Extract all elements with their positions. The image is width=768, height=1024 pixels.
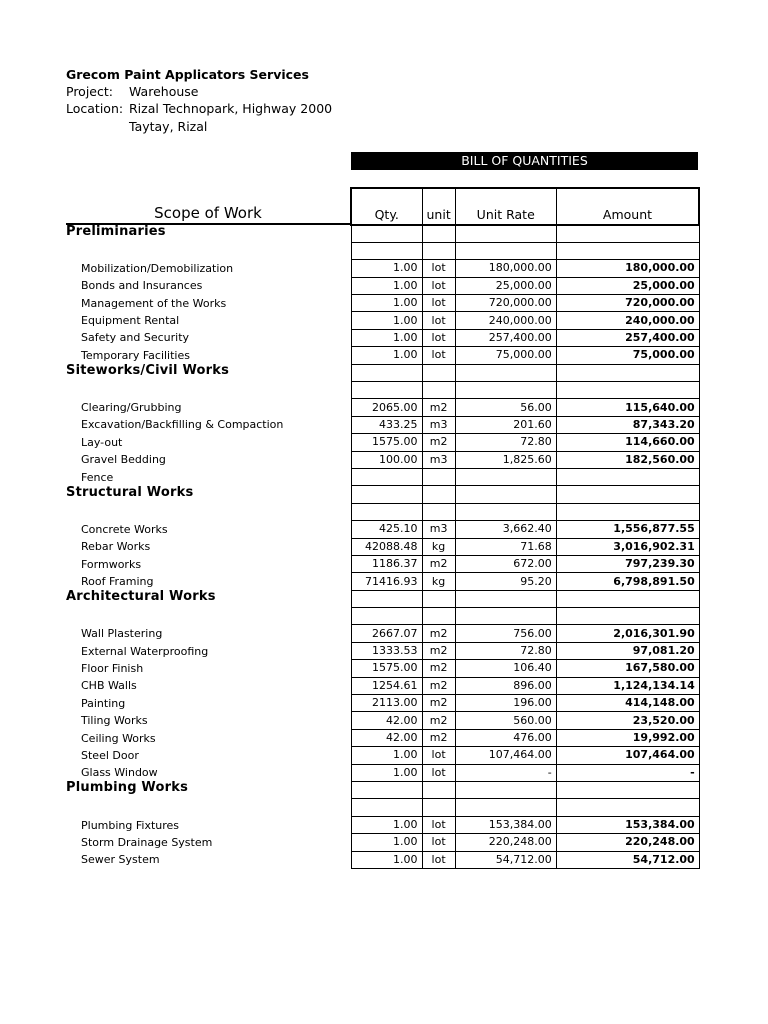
empty-cell xyxy=(351,799,422,816)
location-line1: Rizal Technopark, Highway 2000 xyxy=(129,101,333,116)
qty-cell: 2667.07 xyxy=(351,625,422,642)
qty-cell: 1575.00 xyxy=(351,434,422,451)
unit-cell: lot xyxy=(422,277,455,294)
col-qty-header: Qty. xyxy=(351,188,422,225)
item-name: Lay-out xyxy=(81,435,123,449)
rate-cell: 756.00 xyxy=(455,625,556,642)
empty-cell xyxy=(351,503,422,520)
boq-row xyxy=(351,295,699,312)
unit-cell: lot xyxy=(422,260,455,277)
amount-cell: 107,464.00 xyxy=(556,747,699,764)
item-name: Storm Drainage System xyxy=(81,836,213,849)
column-header-row xyxy=(351,188,699,225)
empty-cell xyxy=(351,782,422,799)
qty-cell: 42.00 xyxy=(351,712,422,729)
empty-cell xyxy=(455,590,556,607)
item-name: Painting xyxy=(81,696,126,710)
boq-row xyxy=(351,555,699,572)
empty-cell xyxy=(556,225,699,242)
company-name: Grecom Paint Applicators Services xyxy=(66,67,309,82)
amount-cell: 797,239.30 xyxy=(556,555,699,572)
item-name: Management of the Works xyxy=(81,296,227,310)
item-name: Clearing/Grubbing xyxy=(81,401,182,414)
rate-cell: 72.80 xyxy=(455,434,556,451)
col-rate-header: Unit Rate xyxy=(455,188,556,225)
boq-row xyxy=(351,347,699,364)
unit-cell: lot xyxy=(422,295,455,312)
spacer-row xyxy=(351,382,699,399)
rate-cell: 95.20 xyxy=(455,573,556,590)
unit-cell: m2 xyxy=(422,729,455,746)
qty-cell: 42.00 xyxy=(351,729,422,746)
scope-of-work-heading: Scope of Work xyxy=(154,204,262,222)
qty-cell: 425.10 xyxy=(351,521,422,538)
empty-cell xyxy=(455,242,556,259)
section-title: Siteworks/Civil Works xyxy=(66,362,230,378)
amount-cell: 182,560.00 xyxy=(556,451,699,468)
qty-cell: 1.00 xyxy=(351,295,422,312)
unit-cell: m3 xyxy=(422,521,455,538)
unit-cell: m2 xyxy=(422,625,455,642)
empty-cell xyxy=(455,382,556,399)
amount-cell: 720,000.00 xyxy=(556,295,699,312)
empty-cell xyxy=(422,225,455,242)
amount-cell: 75,000.00 xyxy=(556,347,699,364)
boq-title: BILL OF QUANTITIES xyxy=(351,152,698,170)
empty-cell xyxy=(422,382,455,399)
empty-cell xyxy=(455,486,556,503)
boq-row xyxy=(351,260,699,277)
empty-cell xyxy=(422,486,455,503)
empty-cell xyxy=(422,799,455,816)
empty-cell xyxy=(556,486,699,503)
qty-cell: 1.00 xyxy=(351,747,422,764)
unit-cell: lot xyxy=(422,329,455,346)
unit-cell xyxy=(422,468,455,485)
empty-cell xyxy=(455,503,556,520)
boq-row xyxy=(351,329,699,346)
rate-cell: 240,000.00 xyxy=(455,312,556,329)
amount-cell: 2,016,301.90 xyxy=(556,625,699,642)
rate-cell: 672.00 xyxy=(455,555,556,572)
item-name: Floor Finish xyxy=(81,662,144,675)
boq-row xyxy=(351,834,699,851)
rate-cell: 196.00 xyxy=(455,695,556,712)
rate-cell: 71.68 xyxy=(455,538,556,555)
empty-cell xyxy=(556,799,699,816)
qty-cell: 2065.00 xyxy=(351,399,422,416)
rate-cell: 72.80 xyxy=(455,642,556,659)
item-name: External Waterproofing xyxy=(81,644,209,658)
boq-row xyxy=(351,851,699,868)
empty-cell xyxy=(455,782,556,799)
qty-cell: 1254.61 xyxy=(351,677,422,694)
col-unit-header: unit xyxy=(422,188,455,225)
amount-cell: 6,798,891.50 xyxy=(556,573,699,590)
spacer-row xyxy=(351,590,699,607)
rate-cell: 720,000.00 xyxy=(455,295,556,312)
spacer-row xyxy=(351,225,699,242)
item-name: Steel Door xyxy=(81,749,139,762)
qty-cell: 42088.48 xyxy=(351,538,422,555)
unit-cell: kg xyxy=(422,573,455,590)
boq-row xyxy=(351,434,699,451)
empty-cell xyxy=(556,242,699,259)
location-label: Location: xyxy=(66,101,124,116)
section-title: Structural Works xyxy=(66,484,194,500)
empty-cell xyxy=(422,590,455,607)
item-name: Tiling Works xyxy=(81,714,148,728)
amount-cell: 180,000.00 xyxy=(556,260,699,277)
item-name: Sewer System xyxy=(81,853,160,867)
qty-cell: 1.00 xyxy=(351,834,422,851)
empty-cell xyxy=(556,503,699,520)
item-name: Safety and Security xyxy=(81,331,190,345)
boq-row xyxy=(351,538,699,555)
amount-cell: 25,000.00 xyxy=(556,277,699,294)
empty-cell xyxy=(422,608,455,625)
unit-cell: lot xyxy=(422,764,455,781)
boq-row xyxy=(351,677,699,694)
amount-cell: 240,000.00 xyxy=(556,312,699,329)
boq-row xyxy=(351,521,699,538)
empty-cell xyxy=(422,364,455,381)
unit-cell: lot xyxy=(422,312,455,329)
boq-row xyxy=(351,625,699,642)
empty-cell xyxy=(556,608,699,625)
boq-row xyxy=(351,816,699,833)
qty-cell: 1.00 xyxy=(351,329,422,346)
empty-cell xyxy=(351,486,422,503)
amount-cell: 167,580.00 xyxy=(556,660,699,677)
item-name: Rebar Works xyxy=(81,540,151,554)
amount-cell: 3,016,902.31 xyxy=(556,538,699,555)
rate-cell: 180,000.00 xyxy=(455,260,556,277)
empty-cell xyxy=(455,608,556,625)
item-name: Temporary Facilities xyxy=(81,348,190,362)
unit-cell: m3 xyxy=(422,416,455,433)
qty-cell: 1.00 xyxy=(351,347,422,364)
item-name: Gravel Bedding xyxy=(81,453,166,467)
boq-row xyxy=(351,277,699,294)
boq-row xyxy=(351,660,699,677)
rate-cell: 75,000.00 xyxy=(455,347,556,364)
qty-cell xyxy=(351,468,422,485)
rate-cell: 560.00 xyxy=(455,712,556,729)
boq-row xyxy=(351,451,699,468)
empty-cell xyxy=(422,503,455,520)
item-name: CHB Walls xyxy=(81,679,137,693)
rate-cell: 107,464.00 xyxy=(455,747,556,764)
item-name: Ceiling Works xyxy=(81,731,156,745)
rate-cell: 201.60 xyxy=(455,416,556,433)
unit-cell: m2 xyxy=(422,695,455,712)
qty-cell: 71416.93 xyxy=(351,573,422,590)
amount-cell xyxy=(556,468,699,485)
amount-cell: 1,124,134.14 xyxy=(556,677,699,694)
empty-cell xyxy=(351,590,422,607)
boq-row xyxy=(351,312,699,329)
col-amount-header: Amount xyxy=(556,188,699,225)
rate-cell: 220,248.00 xyxy=(455,834,556,851)
rate-cell xyxy=(455,468,556,485)
item-name: Equipment Rental xyxy=(81,314,180,327)
section-title: Plumbing Works xyxy=(66,780,189,796)
boq-row xyxy=(351,399,699,416)
spacer-row xyxy=(351,608,699,625)
amount-cell: 414,148.00 xyxy=(556,695,699,712)
project-label: Project: xyxy=(66,84,113,99)
qty-cell: 1.00 xyxy=(351,312,422,329)
qty-cell: 100.00 xyxy=(351,451,422,468)
empty-cell xyxy=(351,242,422,259)
qty-cell: 1.00 xyxy=(351,816,422,833)
rate-cell: 106.40 xyxy=(455,660,556,677)
unit-cell: m2 xyxy=(422,660,455,677)
amount-cell: 153,384.00 xyxy=(556,816,699,833)
spacer-row xyxy=(351,782,699,799)
section-title: Preliminaries xyxy=(66,223,166,239)
rate-cell: 153,384.00 xyxy=(455,816,556,833)
empty-cell xyxy=(455,799,556,816)
unit-cell: lot xyxy=(422,347,455,364)
empty-cell xyxy=(455,364,556,381)
rate-cell: - xyxy=(455,764,556,781)
qty-cell: 1.00 xyxy=(351,277,422,294)
amount-cell: 87,343.20 xyxy=(556,416,699,433)
unit-cell: kg xyxy=(422,538,455,555)
boq-row xyxy=(351,468,699,485)
unit-cell: lot xyxy=(422,834,455,851)
item-name: Roof Framing xyxy=(81,575,154,588)
spacer-row xyxy=(351,364,699,381)
item-name: Formworks xyxy=(81,557,142,571)
qty-cell: 433.25 xyxy=(351,416,422,433)
empty-cell xyxy=(422,782,455,799)
spacer-row xyxy=(351,503,699,520)
unit-cell: m2 xyxy=(422,555,455,572)
boq-row xyxy=(351,729,699,746)
amount-cell: 97,081.20 xyxy=(556,642,699,659)
rate-cell: 476.00 xyxy=(455,729,556,746)
rate-cell: 896.00 xyxy=(455,677,556,694)
unit-cell: m2 xyxy=(422,399,455,416)
location-line2: Taytay, Rizal xyxy=(129,119,208,134)
item-name: Wall Plastering xyxy=(81,627,163,641)
boq-row xyxy=(351,573,699,590)
unit-cell: lot xyxy=(422,816,455,833)
unit-cell: m2 xyxy=(422,642,455,659)
qty-cell: 2113.00 xyxy=(351,695,422,712)
rate-cell: 25,000.00 xyxy=(455,277,556,294)
rate-cell: 257,400.00 xyxy=(455,329,556,346)
unit-cell: m2 xyxy=(422,677,455,694)
rate-cell: 3,662.40 xyxy=(455,521,556,538)
empty-cell xyxy=(351,382,422,399)
unit-cell: lot xyxy=(422,851,455,868)
amount-cell: 19,992.00 xyxy=(556,729,699,746)
boq-row xyxy=(351,642,699,659)
boq-row xyxy=(351,747,699,764)
unit-cell: m3 xyxy=(422,451,455,468)
empty-cell xyxy=(455,225,556,242)
spacer-row xyxy=(351,242,699,259)
boq-table xyxy=(350,187,700,869)
boq-row xyxy=(351,712,699,729)
amount-cell: 114,660.00 xyxy=(556,434,699,451)
boq-row xyxy=(351,695,699,712)
qty-cell: 1.00 xyxy=(351,764,422,781)
amount-cell: 115,640.00 xyxy=(556,399,699,416)
spacer-row xyxy=(351,799,699,816)
item-name: Mobilization/Demobilization xyxy=(81,261,234,275)
qty-cell: 1333.53 xyxy=(351,642,422,659)
empty-cell xyxy=(351,608,422,625)
unit-cell: m2 xyxy=(422,434,455,451)
item-name: Concrete Works xyxy=(81,522,168,536)
section-title: Architectural Works xyxy=(66,589,216,604)
amount-cell: 220,248.00 xyxy=(556,834,699,851)
rate-cell: 56.00 xyxy=(455,399,556,416)
rate-cell: 54,712.00 xyxy=(455,851,556,868)
empty-cell xyxy=(556,590,699,607)
qty-cell: 1186.37 xyxy=(351,555,422,572)
spacer-row xyxy=(351,486,699,503)
item-name: Glass Window xyxy=(81,766,158,780)
item-name: Fence xyxy=(81,470,114,484)
empty-cell xyxy=(351,225,422,242)
boq-row xyxy=(351,416,699,433)
boq-row xyxy=(351,764,699,781)
qty-cell: 1575.00 xyxy=(351,660,422,677)
amount-cell: - xyxy=(556,764,699,781)
empty-cell xyxy=(351,364,422,381)
project-value: Warehouse xyxy=(129,84,199,99)
empty-cell xyxy=(422,242,455,259)
empty-cell xyxy=(556,364,699,381)
amount-cell: 1,556,877.55 xyxy=(556,521,699,538)
item-name: Excavation/Backfilling & Compaction xyxy=(81,418,284,432)
item-name: Bonds and Insurances xyxy=(81,279,203,293)
qty-cell: 1.00 xyxy=(351,260,422,277)
amount-cell: 257,400.00 xyxy=(556,329,699,346)
empty-cell xyxy=(556,382,699,399)
item-name: Plumbing Fixtures xyxy=(81,818,180,832)
qty-cell: 1.00 xyxy=(351,851,422,868)
rate-cell: 1,825.60 xyxy=(455,451,556,468)
amount-cell: 23,520.00 xyxy=(556,712,699,729)
empty-cell xyxy=(556,782,699,799)
unit-cell: lot xyxy=(422,747,455,764)
unit-cell: m2 xyxy=(422,712,455,729)
amount-cell: 54,712.00 xyxy=(556,851,699,868)
